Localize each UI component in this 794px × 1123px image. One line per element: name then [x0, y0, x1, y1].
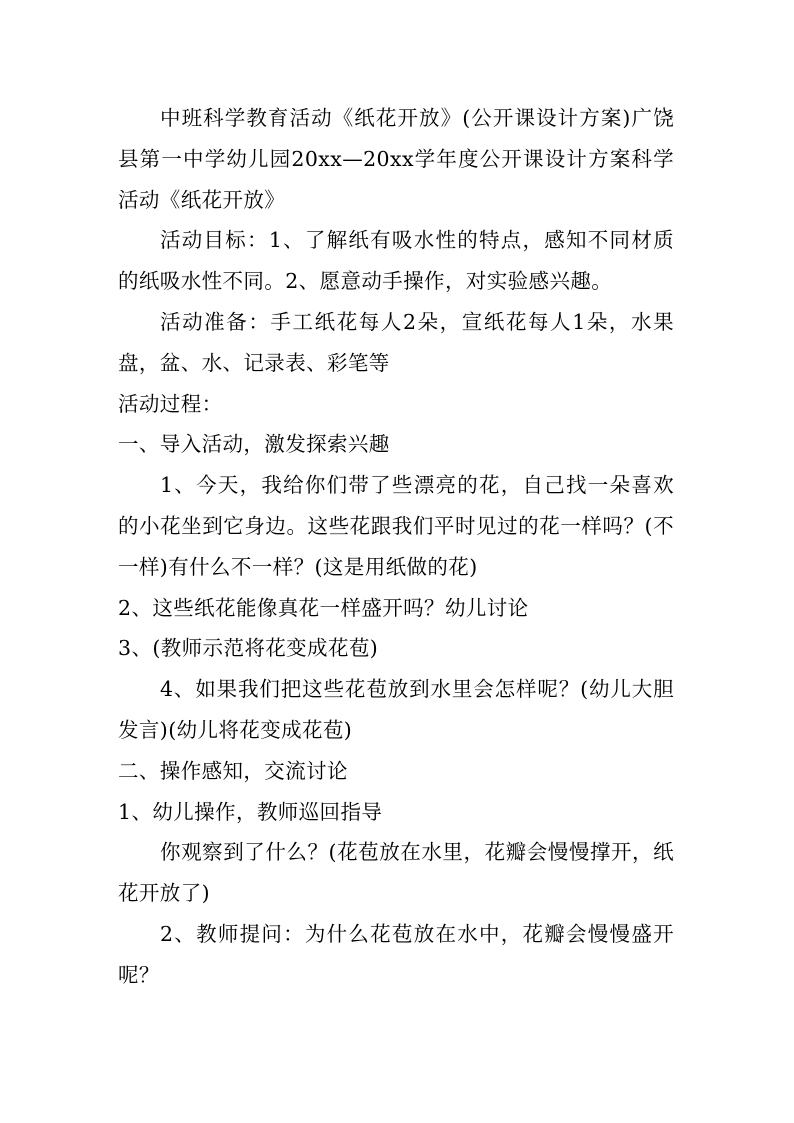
heading-section-1: 一、导入活动，激发探索兴趣: [118, 432, 390, 457]
heading-section-2: 二、操作感知，交流讨论: [118, 758, 348, 783]
paragraph-step-1: 1、今天，我给你们带了些漂亮的花，自己找一朵喜欢的小花坐到它身边。这些花跟我们平时见过的花一样吗？(不一样)有什么不一样？(这是用纸做的花): [118, 473, 674, 579]
paragraph-step-3: 3、(教师示范将花变成花苞): [118, 636, 379, 661]
paragraph-operate: 1、幼儿操作，教师巡回指导: [118, 799, 383, 824]
paragraph-question: 2、教师提问：为什么花苞放在水中，花瓣会慢慢盛开呢？: [118, 921, 674, 987]
paragraph-preparation: 活动准备：手工纸花每人2朵，宣纸花每人1朵，水果盘，盆、水、记录表、彩笔等: [118, 309, 674, 375]
document-body: [118, 98, 674, 996]
heading-process: 活动过程：: [118, 391, 223, 416]
paragraph-observe: 你观察到了什么？(花苞放在水里，花瓣会慢慢撑开，纸花开放了): [118, 840, 674, 906]
paragraph-goals: 活动目标：1、了解纸有吸水性的特点，感知不同材质的纸吸水性不同。2、愿意动手操作，对实验感兴趣。: [118, 228, 674, 294]
paragraph-title: 中班科学教育活动《纸花开放》(公开课设计方案)广饶县第一中学幼儿园20xx—20xx学年度公开课设计方案科学活动《纸花开放》: [118, 106, 674, 212]
paragraph-step-4: 4、如果我们把这些花苞放到水里会怎样呢？(幼儿大胆发言)(幼儿将花变成花苞): [118, 677, 674, 742]
paragraph-step-2: 2、这些纸花能像真花一样盛开吗？幼儿讨论: [118, 595, 529, 620]
